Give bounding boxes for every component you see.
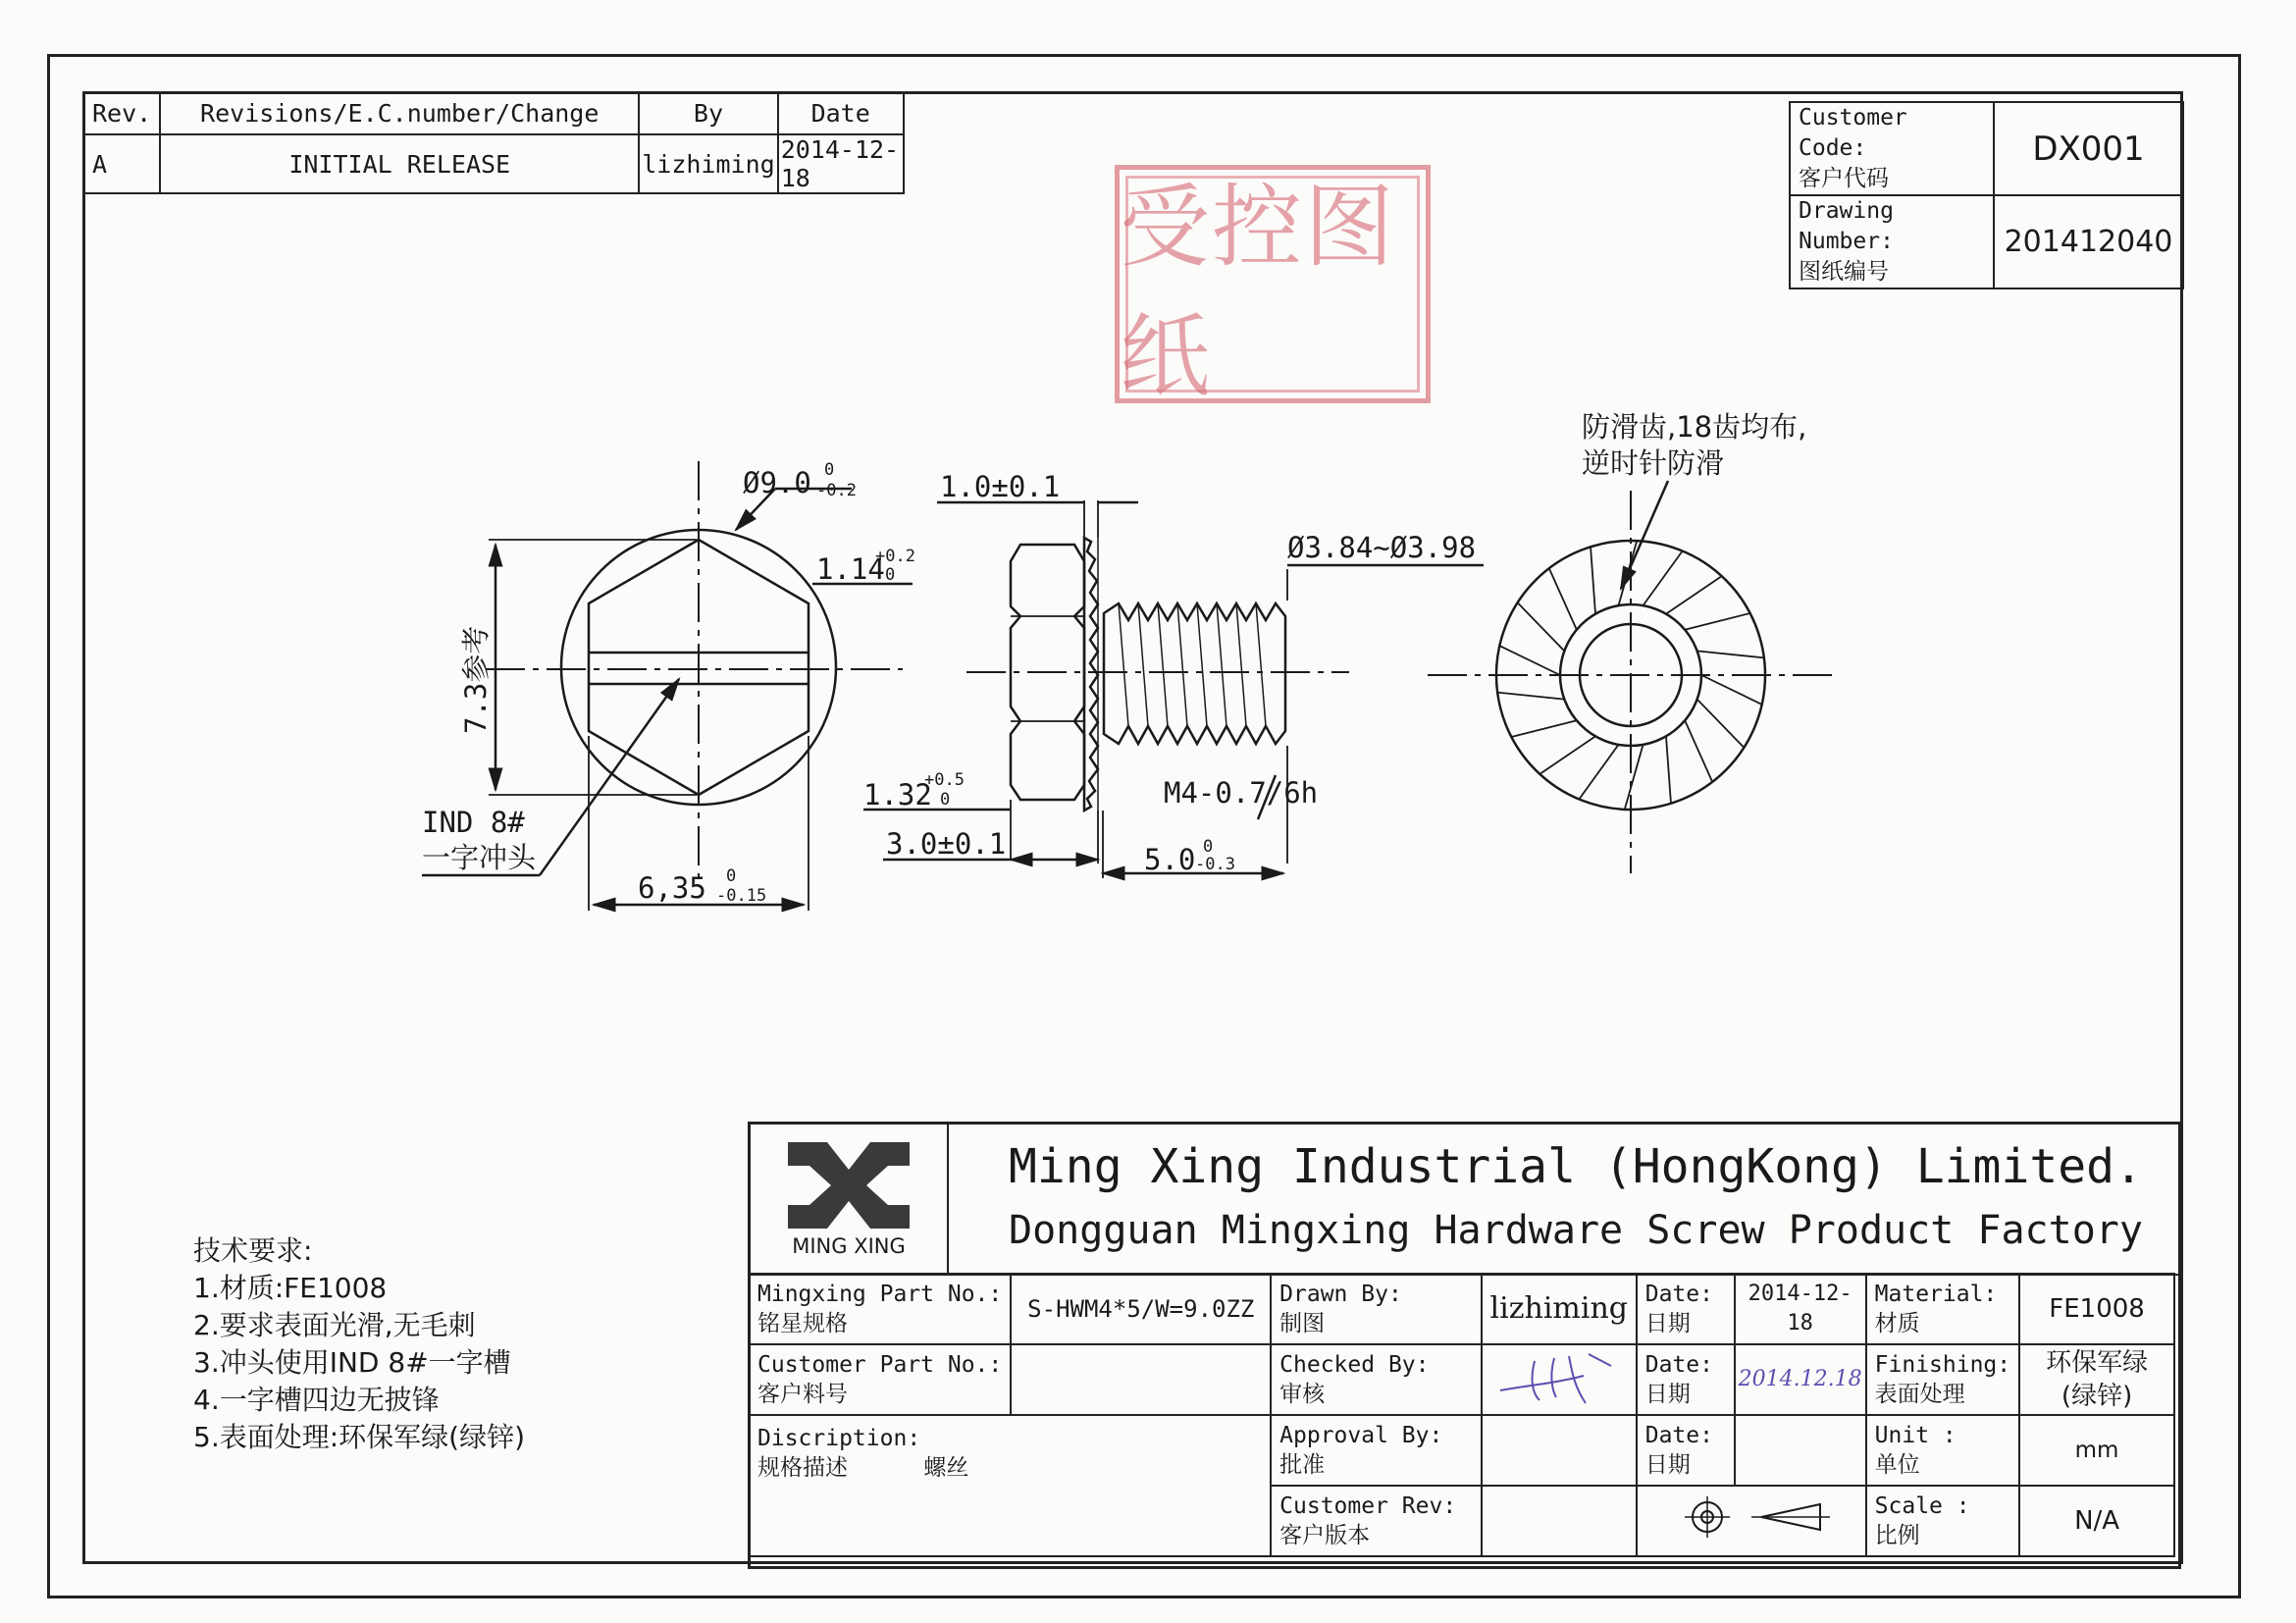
- date-label-cn: 日期: [1644, 1382, 1691, 1407]
- drawing-number-label-cn: 图纸编号: [1799, 259, 1889, 285]
- approval-by-value: [1482, 1415, 1637, 1486]
- date-drawn-value: 2014-12-18: [1735, 1274, 1866, 1344]
- thread-spec: M4-0.7/6h: [1164, 776, 1319, 810]
- dim-length-tol-lo: -0.3: [1195, 855, 1235, 874]
- serration-tooth: [1511, 720, 1576, 737]
- drawing-number-label: Drawing Number:: [1799, 198, 1894, 254]
- serration-tooth: [1539, 736, 1595, 773]
- factory-name: Dongguan Mingxing Hardware Screw Product Factory: [1009, 1208, 2143, 1253]
- serration-tooth: [1697, 700, 1745, 748]
- approval-by-label: Approval By:: [1279, 1423, 1443, 1448]
- controlled-drawing-stamp: 受控图纸: [1115, 165, 1431, 403]
- projection-symbol-icon: [1653, 1492, 1850, 1542]
- mingxing-part-label-cn: 铭星规格: [757, 1311, 848, 1336]
- dim-across-flats: 6,35: [638, 871, 706, 905]
- by-header: By: [639, 92, 777, 134]
- projection-symbol-cell: [1637, 1486, 1866, 1556]
- dim-slot-tol-up: +0.2: [875, 547, 915, 566]
- tech-item: 2.要求表面光滑,无毛刺: [193, 1309, 476, 1341]
- finishing-label: Finishing:: [1874, 1352, 2011, 1378]
- scale-label: Scale :: [1874, 1493, 1970, 1519]
- finishing-value-2: (绿锌): [2061, 1382, 2133, 1411]
- serration-tooth: [1499, 646, 1560, 675]
- checked-by-signature-cell: [1482, 1344, 1637, 1415]
- material-label-cn: 材质: [1874, 1311, 1920, 1336]
- serration-tooth: [1666, 576, 1722, 613]
- date-label: Date:: [1644, 1352, 1713, 1378]
- customer-rev-value: [1482, 1486, 1637, 1556]
- title-block-grid: [748, 1273, 2175, 1557]
- company-logo: [751, 1125, 949, 1274]
- serration-tooth: [1685, 613, 1749, 630]
- serration-tooth: [1591, 547, 1595, 613]
- serration-tooth: [1644, 551, 1683, 606]
- dim-head-dia-tol-up: 0: [824, 460, 835, 480]
- customer-part-value: [1011, 1344, 1271, 1415]
- tech-item: 5.表面处理:环保军绿(绿锌): [193, 1421, 525, 1453]
- dim-flange: 1.32: [863, 778, 932, 812]
- company-name: Ming Xing Industrial (HongKong) Limited.: [1009, 1139, 2143, 1194]
- checked-by-label-cn: 审核: [1279, 1382, 1326, 1407]
- serration-tooth: [1625, 745, 1644, 810]
- approval-by-label-cn: 批准: [1279, 1452, 1326, 1478]
- material-label: Material:: [1874, 1282, 1998, 1307]
- drawing-number-value: 201412040: [1994, 195, 2183, 288]
- flange-view: [1428, 481, 1835, 873]
- customer-code-label: Customer Code:: [1799, 105, 1907, 161]
- drawn-by-label: Drawn By:: [1279, 1282, 1402, 1307]
- dim-slot-width: 1.14: [816, 552, 885, 586]
- date-label: Date:: [1644, 1282, 1713, 1307]
- dim-af-tol-up: 0: [726, 866, 737, 886]
- dim-washer-thickness: 1.0±0.1: [940, 470, 1061, 503]
- customer-code-label-cn: 客户代码: [1799, 166, 1889, 191]
- punch-label-cn: 一字冲头: [422, 841, 537, 874]
- customer-part-label: Customer Part No.:: [757, 1352, 1003, 1378]
- title-block-header: [751, 1125, 2178, 1276]
- date-value: 2014-12-18: [778, 134, 904, 193]
- customer-code-value: DX001: [1994, 102, 2183, 195]
- checked-by-label: Checked By:: [1279, 1352, 1430, 1378]
- finishing-value: 环保军绿: [2046, 1348, 2149, 1378]
- description-label: Discription:: [757, 1426, 921, 1451]
- dim-head-height: 3.0±0.1: [886, 827, 1007, 861]
- unit-value: mm: [2019, 1415, 2174, 1486]
- description-value: 螺丝: [923, 1455, 969, 1481]
- drawn-by-label-cn: 制图: [1279, 1311, 1326, 1336]
- mingxing-part-value: S-HWM4*5/W=9.0ZZ: [1011, 1274, 1271, 1344]
- tech-item: 3.冲头使用IND 8#一字槽: [193, 1346, 511, 1379]
- serration-tooth: [1697, 651, 1764, 657]
- title-block: [748, 1122, 2181, 1569]
- date-label: Date:: [1644, 1423, 1713, 1448]
- date-label-cn: 日期: [1644, 1452, 1691, 1478]
- scale-value: N/A: [2019, 1486, 2174, 1556]
- dim-head-dia-tol-lo: -0.2: [816, 481, 857, 500]
- date-label-cn: 日期: [1644, 1311, 1691, 1336]
- dim-flange-tol-up: +0.5: [924, 770, 965, 790]
- description-label-cn: 规格描述: [757, 1455, 848, 1481]
- technical-requirements: [193, 1232, 525, 1456]
- unit-label-cn: 单位: [1874, 1452, 1920, 1478]
- serration-tooth: [1497, 693, 1564, 700]
- serration-note-2: 逆时针防滑: [1582, 446, 1725, 480]
- date-checked-value: 2014.12.18: [1735, 1344, 1866, 1415]
- rev-value: A: [83, 134, 160, 193]
- dim-af-tol-lo: -0.15: [716, 886, 767, 906]
- material-value: FE1008: [2019, 1274, 2174, 1344]
- serration-tooth: [1549, 568, 1577, 630]
- serration-tooth: [1666, 736, 1671, 803]
- date-header: Date: [778, 92, 904, 134]
- tech-item: 1.材质:FE1008: [193, 1272, 388, 1304]
- scale-label-cn: 比例: [1874, 1523, 1920, 1548]
- tech-item: 4.一字槽四边无披锋: [193, 1384, 440, 1416]
- change-value: INITIAL RELEASE: [160, 134, 639, 193]
- dim-length-tol-up: 0: [1203, 837, 1214, 857]
- serration-tooth: [1579, 745, 1618, 800]
- date-approval-value: [1735, 1415, 1866, 1486]
- logo-text: MING XING: [792, 1234, 906, 1258]
- dim-across-corners: 7.3参考: [459, 625, 493, 734]
- unit-label: Unit :: [1874, 1423, 1957, 1448]
- tech-title: 技术要求:: [193, 1234, 313, 1267]
- serration-tooth: [1701, 675, 1762, 705]
- finishing-label-cn: 表面处理: [1874, 1382, 1965, 1407]
- serration-tooth: [1685, 720, 1712, 782]
- customer-rev-label-cn: 客户版本: [1279, 1523, 1371, 1548]
- customer-rev-label: Customer Rev:: [1279, 1493, 1457, 1519]
- by-value: lizhiming: [639, 134, 777, 193]
- serration-note-1: 防滑齿,18齿均布,: [1582, 410, 1807, 444]
- dim-flange-tol-lo: 0: [940, 790, 951, 810]
- serration-tooth: [1518, 602, 1565, 651]
- customer-part-label-cn: 客户料号: [757, 1382, 848, 1407]
- drawn-by-value: lizhiming: [1482, 1274, 1637, 1344]
- dim-head-dia: Ø9.0: [743, 466, 811, 499]
- rev-header: Rev.: [83, 92, 160, 134]
- dim-length: 5.0: [1144, 843, 1196, 876]
- mingxing-part-label: Mingxing Part No.:: [757, 1282, 1003, 1307]
- mingxing-logo-icon: [751, 1125, 947, 1232]
- punch-label: IND 8#: [422, 806, 525, 839]
- dim-slot-tol-lo: 0: [885, 565, 896, 585]
- change-header: Revisions/E.C.number/Change: [160, 92, 639, 134]
- dim-thread-dia: Ø3.84~Ø3.98: [1287, 531, 1477, 564]
- checked-signature-icon: [1495, 1346, 1623, 1405]
